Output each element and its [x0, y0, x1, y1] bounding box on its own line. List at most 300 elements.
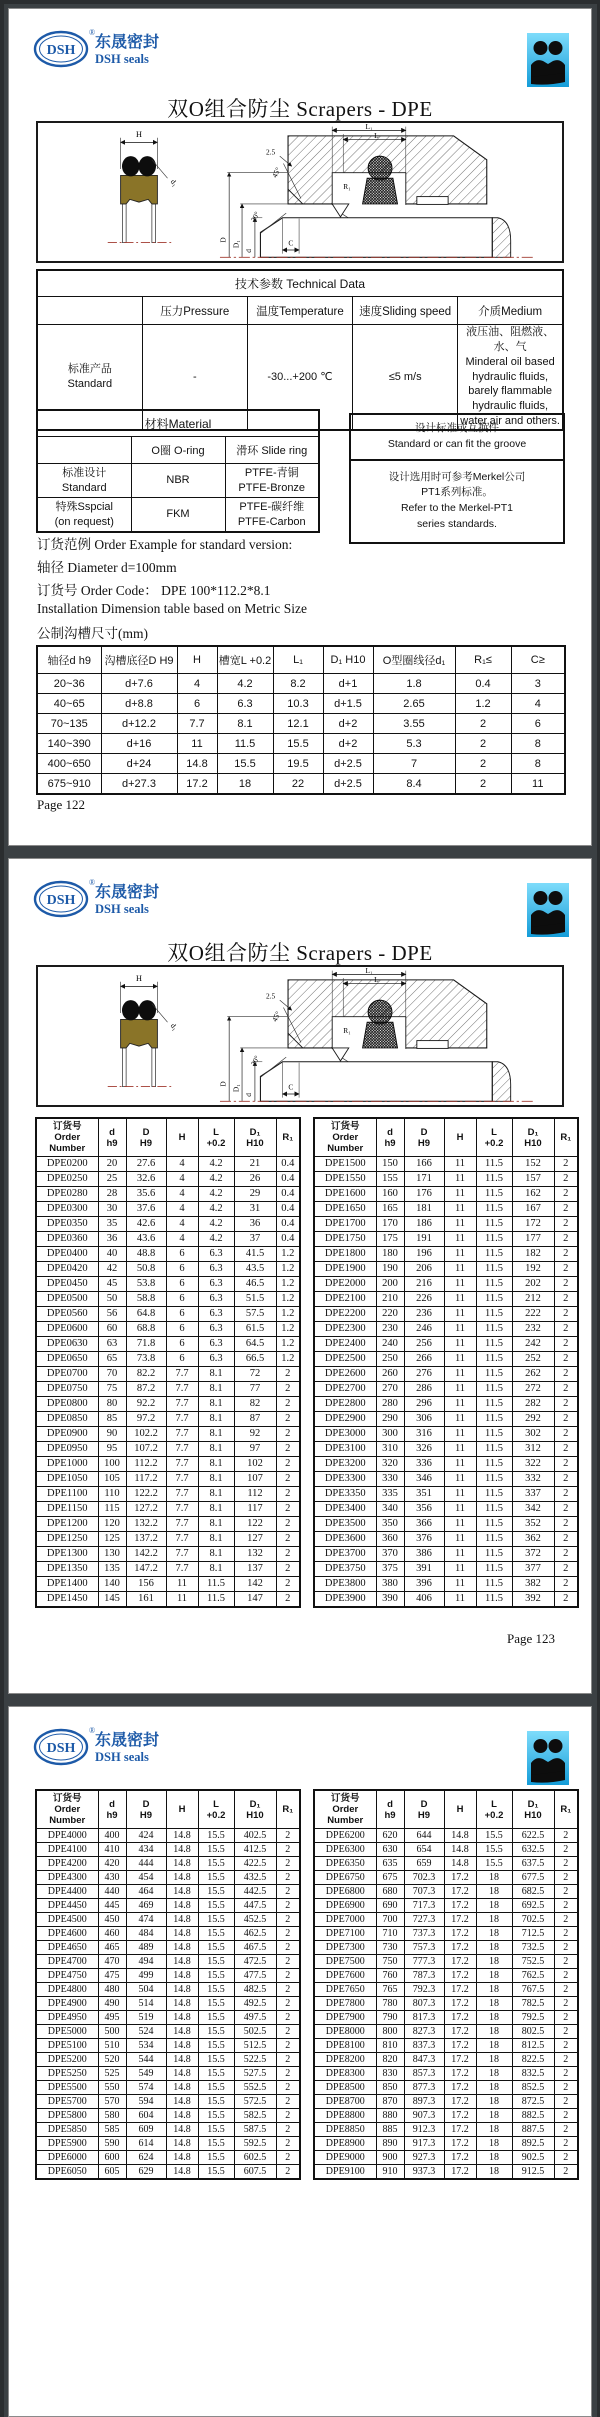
cell-line: 11.5: [485, 1353, 503, 1364]
cell-line: 11.5: [485, 1458, 503, 1469]
table-cell: [198, 1307, 234, 1322]
table-cell: [98, 1885, 126, 1899]
table-cell: [444, 1927, 476, 1941]
table-cell: [36, 1472, 98, 1487]
table-row: [314, 1457, 578, 1472]
cell-line: 750: [382, 1956, 398, 1967]
table-cell: [376, 1172, 404, 1187]
table-cell: [512, 1843, 554, 1857]
cell-line: H10: [246, 1809, 264, 1821]
table-cell: [376, 2025, 404, 2039]
table-cell: [36, 1337, 98, 1352]
table-cell: [98, 1352, 126, 1367]
table-cell: [98, 1532, 126, 1547]
cell-line: 11: [454, 1533, 466, 1544]
table-cell: [554, 1857, 578, 1871]
table-cell: [444, 2165, 476, 2180]
cell-line: 2: [285, 2166, 291, 2177]
cell-line: 216: [416, 1278, 432, 1289]
cell-line: 11: [454, 1188, 466, 1199]
table-row: [36, 1927, 300, 1941]
table-cell: [36, 1547, 98, 1562]
cell-line: 18: [489, 1942, 499, 1953]
cell-line: 6: [179, 1323, 185, 1334]
table-row: [37, 714, 565, 734]
cell-line: 18: [489, 1872, 499, 1883]
table-cell: [234, 2165, 276, 2180]
table-cell: [376, 1592, 404, 1608]
cell-line: 2: [563, 1578, 569, 1589]
table-cell: [126, 2095, 166, 2109]
table-cell: [512, 2025, 554, 2039]
cell-line: 8.1: [237, 717, 253, 730]
table-cell: [376, 1913, 404, 1927]
cell-line: 29: [249, 1188, 261, 1199]
cell-line: 8.1: [209, 1563, 223, 1574]
cell-line: 2: [563, 1278, 569, 1289]
table-cell: [512, 1337, 554, 1352]
merkel-note-en-2: series standards.: [417, 517, 497, 530]
cell-line: 75: [106, 1383, 118, 1394]
cell-line: 837.3: [412, 2040, 436, 2051]
cell-line: 614: [138, 2138, 154, 2149]
table-row: [36, 1157, 300, 1172]
table-cell: [276, 2109, 300, 2123]
cell-line: 377: [525, 1563, 541, 1574]
table-cell: [554, 2025, 578, 2039]
cell-line: H9: [139, 1809, 153, 1821]
cell-line: 64.5: [245, 1338, 265, 1349]
cell-line: 432.5: [243, 1872, 267, 1883]
cell-line: 520: [104, 2054, 120, 2065]
table-cell: [314, 2081, 376, 2095]
cell-line: 0.4: [281, 1188, 295, 1199]
table-cell: [217, 754, 273, 774]
cell-line: 11.5: [234, 737, 256, 750]
table-cell: [512, 1382, 554, 1397]
table-cell: [554, 1592, 578, 1608]
table-cell: [126, 2151, 166, 2165]
cell-line: 63: [106, 1338, 118, 1349]
table-cell: [314, 2123, 376, 2137]
table-cell: [98, 1997, 126, 2011]
cell-line: 15.5: [207, 2082, 225, 2093]
table-row: [314, 2025, 578, 2039]
table-row: [314, 1969, 578, 1983]
cell-line: 767.5: [521, 1984, 545, 1995]
cell-line: 14.8: [173, 1900, 191, 1911]
table-row: [36, 1172, 300, 1187]
table-cell: [404, 2067, 444, 2081]
table-title: 材料Material: [37, 410, 319, 437]
table-row: [314, 2165, 578, 2180]
cell-line: 102: [247, 1458, 263, 1469]
table-cell: [554, 1983, 578, 1997]
table-cell: [166, 1871, 198, 1885]
cell-line: 810: [382, 2040, 398, 2051]
table-cell: [234, 2011, 276, 2025]
table-cell: [276, 1217, 300, 1232]
column-header: [101, 646, 177, 674]
page-124: [8, 1706, 592, 2417]
table-cell: [166, 2165, 198, 2180]
cell-line: 752.5: [521, 1956, 545, 1967]
table-cell: [166, 1997, 198, 2011]
table-cell: [36, 1352, 98, 1367]
cell-line: 392: [525, 1593, 541, 1604]
table-row: [36, 2039, 300, 2053]
table-cell: [404, 1562, 444, 1577]
cell-line: DPE0630: [46, 1338, 88, 1349]
installation-dimension-table: [36, 645, 566, 795]
cell-line: 917.3: [412, 2138, 436, 2149]
cell-line: 712.5: [521, 1928, 545, 1939]
cell-line: 892.5: [521, 2138, 545, 2149]
table-cell: [404, 1442, 444, 1457]
cell-line: 574: [138, 2082, 154, 2093]
cell-line: NBR: [166, 474, 190, 487]
cell-line: 467.5: [243, 1942, 267, 1953]
table-cell: [314, 2025, 376, 2039]
table-row: [36, 1857, 300, 1871]
table-cell: [444, 1262, 476, 1277]
cell-line: 2: [563, 1970, 569, 1981]
table-cell: [198, 1472, 234, 1487]
table-cell: [234, 2109, 276, 2123]
table-row: [314, 1352, 578, 1367]
cell-line: 12.1: [287, 717, 309, 730]
table-cell: [98, 2039, 126, 2053]
table-row: [314, 1262, 578, 1277]
table-cell: [444, 1307, 476, 1322]
header-row: [37, 437, 319, 464]
cell-line: 6: [193, 697, 201, 710]
cell-line: 6: [179, 1248, 185, 1259]
table-cell: [166, 1322, 198, 1337]
table-cell: [444, 1983, 476, 1997]
cell-line: 462.5: [243, 1928, 267, 1939]
table-cell: [166, 1517, 198, 1532]
cell-line: 0.4: [281, 1173, 295, 1184]
cell-line: 406: [416, 1593, 432, 1604]
table-cell: [376, 1367, 404, 1382]
cell-line: ≤5 m/s: [388, 370, 422, 383]
table-cell: [225, 498, 319, 533]
cell-line: 132: [247, 1548, 263, 1559]
table-row: [36, 1532, 300, 1547]
column-header: [554, 1790, 578, 1829]
cell-line: 2: [285, 2110, 291, 2121]
table-cell: [444, 2039, 476, 2053]
table-cell: [554, 1157, 578, 1172]
cell-line: 2: [285, 1593, 291, 1604]
table-cell: [126, 1247, 166, 1262]
table-cell: [444, 1487, 476, 1502]
table-cell: [554, 1322, 578, 1337]
table-cell: [376, 1562, 404, 1577]
cell-line: 11.5: [485, 1488, 503, 1499]
table-row: [314, 1547, 578, 1562]
table-cell: [276, 1382, 300, 1397]
cell-line: 122.2: [134, 1488, 158, 1499]
table-cell: [476, 1502, 512, 1517]
cell-line: 340: [382, 1503, 398, 1514]
table-cell: [166, 1457, 198, 1472]
cell-line: 11: [454, 1443, 466, 1454]
table-cell: [101, 734, 177, 754]
cell-line: DPE1700: [324, 1218, 366, 1229]
cell-line: 2: [563, 1173, 569, 1184]
cell-line: DPE0280: [46, 1188, 88, 1199]
cell-line: 2: [563, 2124, 569, 2135]
cell-line: DPE1550: [324, 1173, 366, 1184]
cell-line: 110: [104, 1488, 120, 1499]
table-cell: [554, 1885, 578, 1899]
cell-line: 594: [138, 2096, 154, 2107]
cell-line: 72: [249, 1368, 261, 1379]
cell-line: 780: [382, 1998, 398, 2009]
table-cell: [36, 1913, 98, 1927]
cell-line: 18: [489, 2012, 499, 2023]
table-cell: [37, 694, 101, 714]
cell-line: 11: [454, 1473, 466, 1484]
table-cell: [476, 2095, 512, 2109]
table-cell: [234, 1843, 276, 1857]
table-cell: [276, 1927, 300, 1941]
table-cell: [554, 1927, 578, 1941]
cell-line: 14.8: [173, 2054, 191, 2065]
table-cell: [198, 1592, 234, 1608]
cell-line: 8.1: [209, 1428, 223, 1439]
table-cell: [217, 674, 273, 694]
column-header: [37, 297, 142, 325]
cell-line: H9: [417, 1809, 431, 1821]
cell-line: d+2: [338, 717, 358, 730]
table-cell: [476, 1397, 512, 1412]
table-cell: [126, 2123, 166, 2137]
cell-line: 220: [382, 1308, 398, 1319]
cell-line: DPE1050: [46, 1473, 88, 1484]
cell-line: 87.2: [136, 1383, 156, 1394]
table-cell: [36, 1983, 98, 1997]
cell-line: 140~390: [47, 737, 91, 750]
cell-line: 499: [138, 1970, 154, 1981]
cell-line: 2: [563, 1368, 569, 1379]
cell-line: O型圈线径d₁: [382, 655, 446, 667]
cell-line: DPE6050: [47, 2166, 87, 2177]
cell-line: DPE1400: [46, 1578, 88, 1589]
cell-line: 376: [416, 1533, 432, 1544]
table-cell: [98, 1562, 126, 1577]
table-cell: [512, 1532, 554, 1547]
table-row: [314, 2039, 578, 2053]
table-cell: [376, 1927, 404, 1941]
cell-line: 2: [285, 2152, 291, 2163]
table-cell: [126, 2025, 166, 2039]
cell-line: 137.2: [134, 1533, 158, 1544]
table-cell: [234, 1927, 276, 1941]
cell-line: 122: [247, 1518, 263, 1529]
cell-line: 1.2: [281, 1308, 295, 1319]
table-cell: [512, 2011, 554, 2025]
cell-line: 15.5: [207, 1844, 225, 1855]
table-cell: [554, 1969, 578, 1983]
table-cell: [166, 1277, 198, 1292]
cell-line: 11.5: [485, 1293, 503, 1304]
cell-line: 280: [382, 1398, 398, 1409]
table-cell: [444, 1232, 476, 1247]
table-row: [314, 1427, 578, 1442]
table-cell: [314, 1442, 376, 1457]
cell-line: 43.5: [245, 1263, 265, 1274]
cell-line: 2: [563, 2096, 569, 2107]
table-row: [36, 1352, 300, 1367]
cell-line: H10: [524, 1809, 542, 1821]
cell-line: 11.5: [485, 1323, 503, 1334]
table-cell: [314, 1487, 376, 1502]
cell-line: 2: [563, 1458, 569, 1469]
cell-line: 27.6: [136, 1158, 156, 1169]
table-cell: [198, 2109, 234, 2123]
cell-line: 2: [563, 1928, 569, 1939]
table-cell: [166, 1562, 198, 1577]
cell-line: DPE3100: [324, 1443, 366, 1454]
table-cell: [444, 1187, 476, 1202]
table-cell: [198, 1352, 234, 1367]
table-cell: [314, 1997, 376, 2011]
cell-line: 15.5: [207, 1830, 225, 1841]
cell-line: 356: [416, 1503, 432, 1514]
cell-line: 8.1: [209, 1518, 223, 1529]
table-row: [36, 1367, 300, 1382]
table-row: [314, 1277, 578, 1292]
cell-line: 737.3: [412, 1928, 436, 1939]
cell-line: d+12.2: [122, 717, 156, 730]
cell-line: 202: [525, 1278, 541, 1289]
table-cell: [512, 1562, 554, 1577]
cell-line: 4: [193, 677, 201, 690]
table-cell: [314, 2165, 376, 2180]
column-header: [376, 1118, 404, 1157]
cell-line: L: [491, 1798, 497, 1810]
cell-line: DPE5000: [47, 2026, 87, 2037]
cell-line: 2: [479, 737, 487, 750]
cell-line: 762.5: [521, 1970, 545, 1981]
cell-line: 482.5: [243, 1984, 267, 1995]
table-cell: [98, 1472, 126, 1487]
table-cell: [444, 1337, 476, 1352]
cell-line: 11.5: [485, 1233, 503, 1244]
table-cell: [234, 1232, 276, 1247]
table-cell: [476, 1517, 512, 1532]
cell-line: 607.5: [243, 2166, 267, 2177]
cell-line: 48.8: [136, 1248, 156, 1259]
table-cell: [36, 2067, 98, 2081]
cell-line: 444: [138, 1858, 154, 1869]
cell-line: 8: [534, 737, 541, 750]
cell-line: 472.5: [243, 1956, 267, 1967]
cell-line: 527.5: [243, 2068, 267, 2079]
table-cell: [476, 2137, 512, 2151]
cell-line: 4.2: [209, 1188, 223, 1199]
cell-line: 11.5: [485, 1308, 503, 1319]
table-cell: [126, 1322, 166, 1337]
table-cell: [314, 1562, 376, 1577]
cell-line: 4.2: [237, 677, 253, 690]
table-cell: [314, 1843, 376, 1857]
cell-line: 3: [534, 677, 541, 690]
table-row: [36, 1829, 300, 1843]
cell-line: 15.5: [207, 1970, 225, 1981]
table-cell: [476, 1927, 512, 1941]
table-cell: [554, 1577, 578, 1592]
table-cell: [198, 1232, 234, 1247]
cell-line: 165: [382, 1203, 398, 1214]
cell-line: 19.5: [287, 757, 309, 770]
table-cell: [476, 2039, 512, 2053]
table-row: [314, 1885, 578, 1899]
cell-line: H: [178, 1804, 186, 1815]
table-cell: [126, 1829, 166, 1843]
table-row: [36, 1983, 300, 1997]
cell-line: d+1: [338, 677, 358, 690]
table-cell: [276, 2123, 300, 2137]
cell-line: +0.2: [484, 1137, 504, 1149]
cell-line: 337: [525, 1488, 541, 1499]
cell-line: DPE6900: [325, 1900, 365, 1911]
cell-line: 637.5: [521, 1858, 545, 1869]
cell-line: 2: [285, 1900, 291, 1911]
cell-line: 14.8: [186, 757, 208, 770]
cell-line: H9: [139, 1137, 153, 1149]
cell-line: 700: [382, 1914, 398, 1925]
cell-line: 11.5: [485, 1428, 503, 1439]
cell-line: 8.1: [209, 1488, 223, 1499]
page-123: [8, 858, 592, 1694]
table-cell: [314, 1913, 376, 1927]
table-cell: [126, 1517, 166, 1532]
table-cell: [512, 1247, 554, 1262]
table-cell: [476, 1307, 512, 1322]
table-cell: [36, 1292, 98, 1307]
cell-line: 4: [179, 1233, 185, 1244]
cell-line: 11: [532, 777, 544, 790]
cell-line: 14.8: [173, 1914, 191, 1925]
table-row: [314, 2151, 578, 2165]
table-cell: [198, 1502, 234, 1517]
cell-line: 17.2: [451, 1956, 469, 1967]
table-cell: [476, 1983, 512, 1997]
table-cell: [126, 1457, 166, 1472]
cell-line: 582.5: [243, 2110, 267, 2121]
table-cell: [198, 1927, 234, 1941]
cell-line: DPE3400: [324, 1503, 366, 1514]
table-cell: [234, 1352, 276, 1367]
cell-line: 127.2: [134, 1503, 158, 1514]
table-cell: [166, 2151, 198, 2165]
table-cell: [404, 1247, 444, 1262]
table-cell: [98, 2109, 126, 2123]
cell-line: 51.5: [245, 1293, 265, 1304]
cell-line: 2: [285, 1473, 291, 1484]
table-cell: [376, 1232, 404, 1247]
order-example-diameter: 轴径 Diameter d=100mm: [37, 560, 177, 575]
table-cell: [166, 1217, 198, 1232]
cell-line: C≥: [530, 654, 545, 666]
cell-line: 351: [416, 1488, 432, 1499]
cell-line: 326: [416, 1443, 432, 1454]
table-cell: [98, 1397, 126, 1412]
